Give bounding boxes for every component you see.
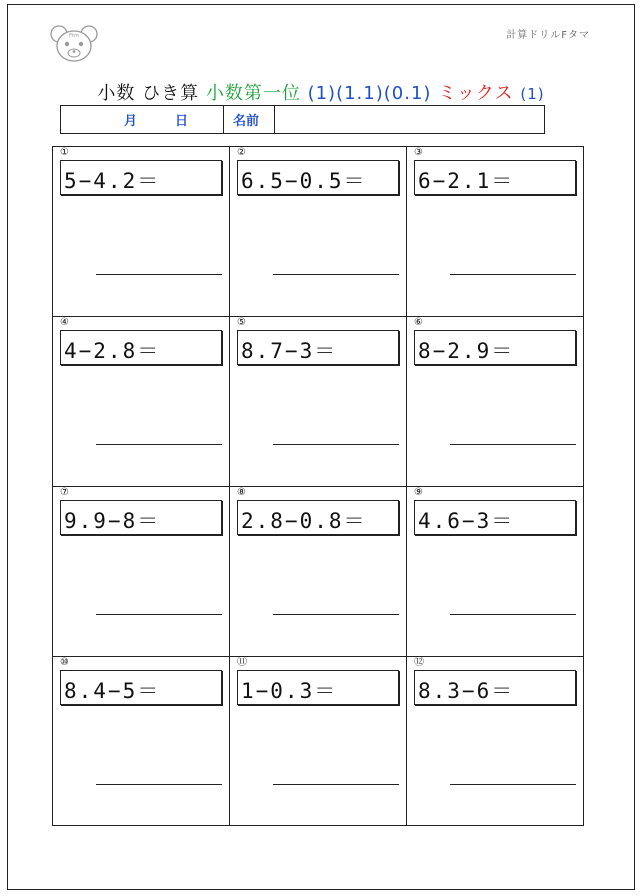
problem-box [237,670,399,705]
problem-cell [53,147,230,317]
problem-cell [53,487,230,657]
problem-number: ② [237,147,246,158]
problem-expression: 8−2.9＝ [418,339,515,363]
problem-box [60,500,222,535]
problem-box [60,670,222,705]
answer-line[interactable] [450,614,576,615]
problem-box [237,500,399,535]
answer-line[interactable] [96,784,222,785]
problem-cell [407,657,583,825]
problem-expression: 5−4.2＝ [64,169,161,193]
answer-line[interactable] [273,614,399,615]
problem-expression: 8.4−5＝ [64,679,161,703]
worksheet-title [0,79,642,105]
problem-number: ⑨ [414,487,423,498]
title-part-patterns: (1)(1.1)(0.1) [307,83,432,104]
answer-line[interactable] [450,274,576,275]
problem-number: ⑧ [237,487,246,498]
problem-expression: 6−2.1＝ [418,169,515,193]
answer-line[interactable] [450,784,576,785]
month-label: 月 [124,114,138,129]
problem-cell [230,317,407,487]
problem-expression: 4.6−3＝ [418,509,515,533]
problem-cell [230,147,407,317]
answer-line[interactable] [96,614,222,615]
problem-box [414,500,576,535]
problem-box [60,160,222,195]
answer-line[interactable] [96,274,222,275]
problem-expression: 4−2.8＝ [64,339,161,363]
problem-box [60,330,222,365]
problem-number: ① [60,147,69,158]
problem-number: ④ [60,317,69,328]
problem-cell [407,487,583,657]
problem-number: ⑫ [414,657,424,668]
problem-box [237,160,399,195]
problem-cell [53,317,230,487]
problem-number: ⑥ [414,317,423,328]
name-date-row [60,105,545,134]
brand-label: 計算ドリルFタマ [506,30,590,41]
problem-box [414,160,576,195]
problem-grid [52,146,584,826]
day-label: 日 [175,114,189,129]
answer-line[interactable] [273,444,399,445]
answer-line[interactable] [96,444,222,445]
problem-cell [407,317,583,487]
title-part-subtraction: 小数 ひき算 [97,83,200,104]
answer-line[interactable] [273,784,399,785]
problem-expression: 1−0.3＝ [241,679,338,703]
problem-box [414,330,576,365]
problem-expression: 9.9−8＝ [64,509,161,533]
name-field[interactable] [275,106,544,133]
problem-cell [407,147,583,317]
title-part-number: (1) [520,85,545,103]
problem-number: ⑪ [237,657,247,668]
problem-cell [230,657,407,825]
problem-number: ⑦ [60,487,69,498]
problem-expression: 8.7−3＝ [241,339,338,363]
problem-expression: 8.3−6＝ [418,679,515,703]
date-field[interactable] [61,106,224,133]
bear-logo-icon [50,24,98,64]
problem-expression: 6.5−0.5＝ [241,169,367,193]
problem-expression: 2.8−0.8＝ [241,509,367,533]
problem-cell [230,487,407,657]
svg-text:Ftm: Ftm [69,33,79,39]
problem-box [237,330,399,365]
problem-number: ⑤ [237,317,246,328]
title-part-first-decimal: 小数第一位 [205,83,301,104]
answer-line[interactable] [273,274,399,275]
name-label: 名前 [224,106,275,133]
title-part-mix: ミックス [438,83,514,104]
problem-number: ⑩ [60,657,69,668]
problem-number: ③ [414,147,423,158]
answer-line[interactable] [450,444,576,445]
problem-cell [53,657,230,825]
problem-box [414,670,576,705]
